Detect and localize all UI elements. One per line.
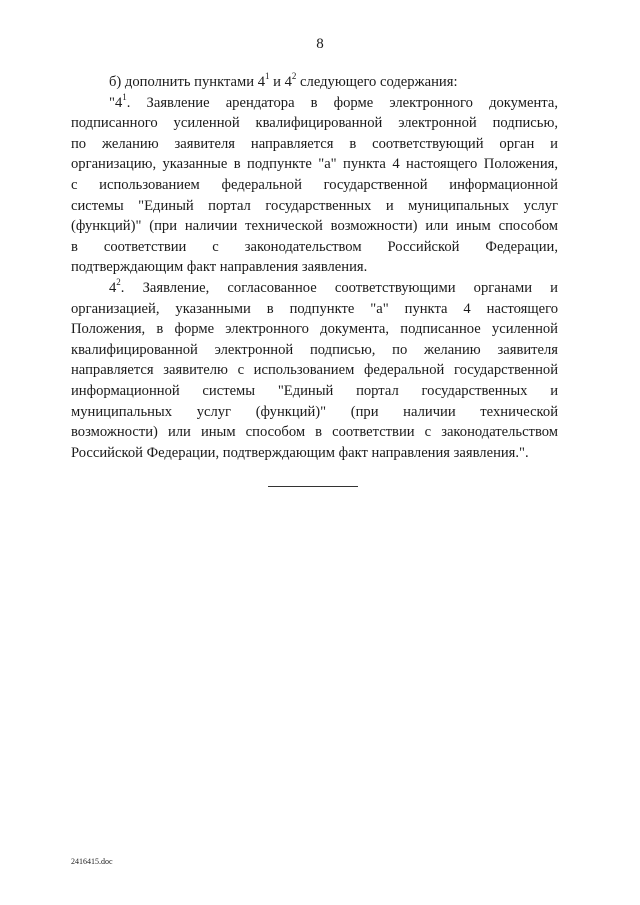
para2-sup: 2 <box>116 277 121 288</box>
para2-line-6: информационной системы "Единый портал государственных и <box>71 382 558 399</box>
para1-prefix: "4 <box>109 94 123 111</box>
para1-line-7: (функций)" (при наличии технической возможности) или иным способом <box>71 218 558 235</box>
para1-line-4: организацию, указанные в подпункте "а" пункта 4 настоящего Положения, <box>71 156 558 173</box>
para1-line-2: подписанного усиленной квалифицированной электронной подписью, <box>71 115 558 132</box>
para2-line-9: Российской Федерации, подтверждающим факт направления заявления.". <box>71 444 529 461</box>
para2-line-1 <box>71 278 558 299</box>
para2-line-1-text: . Заявление, согласованное соответствующими органами и <box>120 279 558 296</box>
para2-prefix: 4 <box>109 279 117 296</box>
end-divider <box>268 486 358 487</box>
para1-line-1 <box>71 93 558 114</box>
para1-line-6: системы "Единый портал государственных и муниципальных услуг <box>71 197 558 214</box>
para2-line-8: возможности) или иным способом в соответствии с законодательством <box>71 424 558 441</box>
intro-text-mid: и 4 <box>269 74 292 90</box>
para2-line-3: Положения, в форме электронного документа, подписанное усиленной <box>71 321 558 338</box>
intro-sup-2: 2 <box>291 71 297 82</box>
para2-line-4: квалифицированной электронной подписью, по желанию заявителя <box>71 341 558 358</box>
intro-text-before: б) дополнить пунктами 4 <box>109 74 265 90</box>
para2-line-7: муниципальных услуг (функций)" (при наличии технической <box>71 403 558 420</box>
para2-line-5: направляется заявителю с использованием федеральной государственной <box>71 362 558 379</box>
para1-sup: 1 <box>122 91 127 102</box>
page-number: 8 <box>316 36 324 52</box>
file-name-footer: 2416415.doc <box>71 857 113 866</box>
intro-line <box>71 72 558 93</box>
intro-sup-1: 1 <box>265 71 270 82</box>
document-body <box>71 72 558 463</box>
para1-line-5: с использованием федеральной государственной информационной <box>71 176 558 193</box>
para1-line-8: в соответствии с законодательством Российской Федерации, <box>71 238 558 255</box>
para1-line-9: подтверждающим факт направления заявления. <box>71 259 368 276</box>
intro-text-after: следующего содержания: <box>296 74 458 90</box>
para2-line-2: организацией, указанными в подпункте "а" пункта 4 настоящего <box>71 300 558 317</box>
para1-line-1-text: . Заявление арендатора в форме электронного документа, <box>126 94 558 111</box>
para1-line-3: по желанию заявителя направляется в соответствующий орган и <box>71 135 558 152</box>
